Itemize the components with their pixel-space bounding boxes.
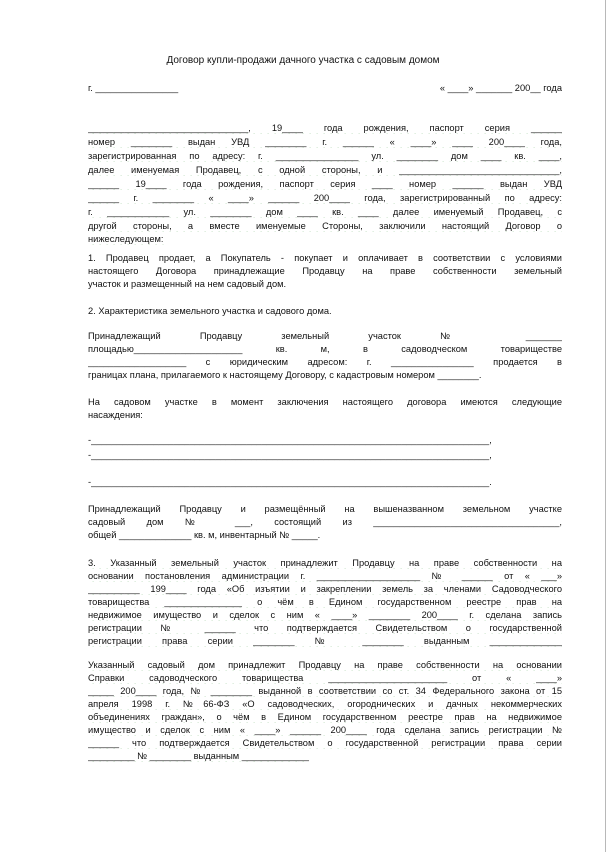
section1-line: настоящего Договора принадлежащие Продавцу на праве собственности земельный — [88, 266, 562, 276]
section3b-line: имущество и сделок с ним « ____» ______ 200____ года сделана запись регистрации № — [88, 725, 562, 735]
preamble-line: ______ г. ________ « ____» ______ 200____ года, зарегистрированный по адресу: — [88, 193, 562, 203]
section1-line: 1. Продавец продает, а Покупатель - покупает и оплачивает в соответствии с условиями — [88, 253, 562, 263]
house-line: общей ______________ кв. м, инвентарный № _____. — [88, 530, 321, 540]
section3-line: 3. Указанный земельный участок принадлежит Продавцу на праве собственности на — [88, 558, 562, 568]
preamble-line: _______________________________, 19____ года рождения, паспорт серия ______ — [88, 123, 562, 133]
section2-line: Принадлежащий Продавцу земельный участок № _______ — [88, 331, 562, 341]
plantings-intro-line: насаждения: — [88, 410, 143, 420]
section3-line: регистрации № ______ что подтверждается Свидетельством о государственной — [88, 623, 562, 633]
house-line: Принадлежащий Продавцу и размещённый на вышеназванном земельном участке — [88, 504, 562, 514]
preamble-line: нижеследующем: — [88, 234, 164, 244]
section3-line: товарищества _______________ о чём в Едином государственном реестре прав на — [88, 597, 562, 607]
section2-line: площадью_____________________ кв. м, в садоводческом товариществе — [88, 344, 562, 354]
section3-line: основании постановления администрации г. ____________________ № ______ от « ___» — [88, 571, 562, 581]
preamble-line: номер ________ выдан УВД ________ г. ______ « ____» ____ 200____ года, — [88, 137, 562, 147]
preamble-line: зарегистрированная по адресу: г. ________________ ул. ________ дом ____ кв. ____, — [88, 151, 562, 161]
preamble-line: другой стороны, а вместе именуемые Стороны, заключили настоящий Договор о — [88, 221, 562, 231]
house-line: садовый дом № ___, состоящий из ____________________________________, — [88, 517, 562, 527]
section3b-line: объединениях граждан», о чём в Едином государственном реестре прав на недвижимое — [88, 712, 562, 722]
section3-line: недвижимое имущество и сделок с ним « ____» ________ 200____ г. сделана запись — [88, 610, 562, 620]
section1-line: участок и размещенный на нем садовый дом. — [88, 279, 287, 289]
section3b-line: апреля 1998 г. №66-ФЗ «О садоводческих, огороднических и дачных некоммерческих — [88, 699, 562, 709]
section3-line: __________ 199____ года «Об изъятии и закреплении земель за членами Садоводческого — [88, 584, 562, 594]
document-title: Договор купли-продажи дачного участка с садовым домом — [166, 55, 440, 66]
preamble-line: г. ____________ ул. ________ дом ____ кв. ____ далее именуемый Продавец, с — [88, 207, 562, 217]
city-line: г. ________________ — [88, 83, 179, 93]
section3b-line: ______ что подтверждается Свидетельством о государственной регистрации права серии — [88, 738, 562, 748]
section2-line: ___________________ с юридическим адресом: г. ________________ продается в — [88, 357, 562, 367]
planting-item: -_____________________________________________________________________________, — [88, 450, 492, 460]
planting-item: -_____________________________________________________________________________, — [88, 435, 492, 445]
date-line: « ____» _______ 200__ года — [439, 83, 562, 93]
preamble-line: далее именуемая Продавец, с одной стороны, и _______________________________, — [88, 165, 562, 175]
section2-line: границах плана, прилагаемого к настоящему Договору, с кадастровым номером ________. — [88, 370, 482, 380]
section2-heading: 2. Характеристика земельного участка и садового дома. — [88, 306, 332, 316]
section3b-line: Указанный садовый дом принадлежит Продавцу на праве собственности на основании — [88, 660, 562, 670]
section3b-line: Справки садоводческого товарищества _______________________ от « ____» — [88, 673, 562, 683]
plantings-intro-line: На садовом участке в момент заключения настоящего договора имеются следующие — [88, 397, 562, 407]
preamble-line: ______ 19____ года рождения, паспорт серия ____ номер ______ выдан УВД — [88, 179, 562, 189]
planting-item: -_____________________________________________________________________________. — [88, 477, 492, 487]
section3-line: регистрации права серии ________ № ________ выданным ______________ — [88, 636, 562, 646]
section3b-line: _________ № ________ выданным _____________ — [88, 751, 309, 761]
section3b-line: _____ 200____ года, № ________ выданной в соответствии со ст. 34 Федерального закона от 15 — [88, 686, 562, 696]
